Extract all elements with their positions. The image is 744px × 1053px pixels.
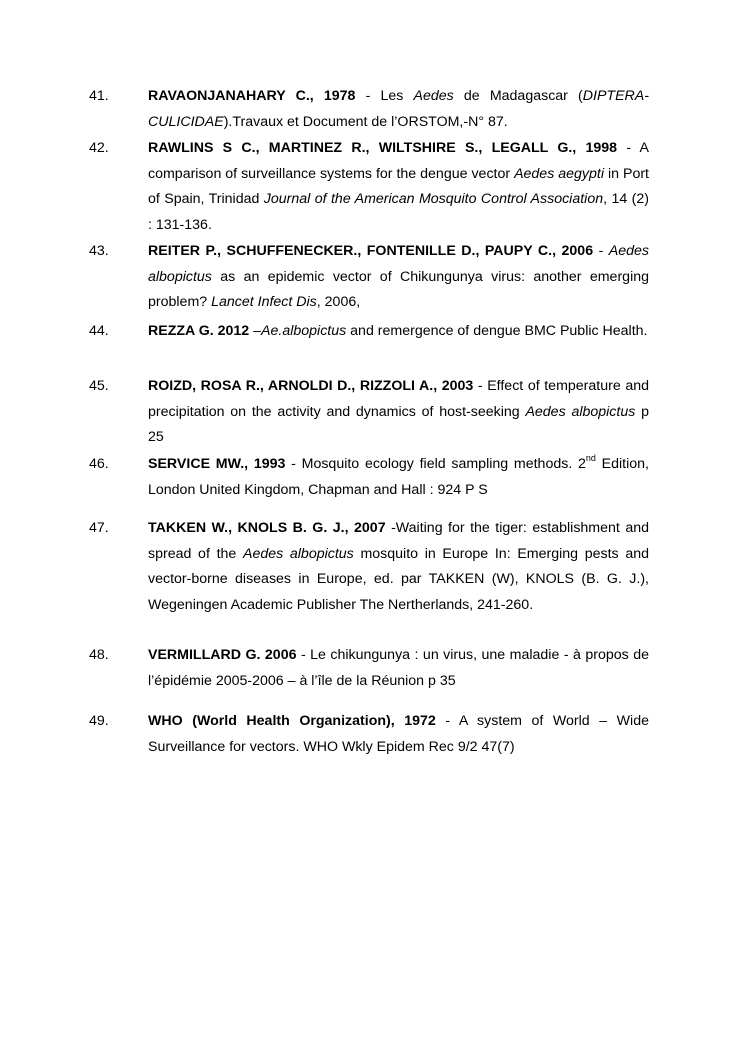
reference-segment: in Port of Spain, Trinidad	[148, 165, 650, 207]
reference-segment: Aedes	[413, 88, 454, 104]
reference-number: 49.	[89, 713, 109, 729]
reference-segment: Edition, London United Kingdom, Chapman and Hall : 924 P S	[148, 456, 649, 498]
reference-number: 43.	[89, 243, 109, 259]
reference-authors: REZZA G. 2012	[148, 323, 250, 339]
reference-number: 45.	[89, 378, 109, 394]
reference-text	[148, 84, 649, 135]
reference-segment: Aedes albopictus	[242, 545, 354, 562]
reference-number: 44.	[89, 323, 109, 339]
reference-segment: , 14 (2) : 131-136.	[148, 191, 650, 233]
reference-segment: - Les	[355, 88, 414, 104]
reference-text	[148, 452, 649, 503]
reference-authors: SERVICE MW., 1993	[148, 456, 286, 472]
reference-authors: ROIZD, ROSA R., ARNOLDI D., RIZZOLI A., 2003	[148, 378, 474, 394]
reference-segment: - A comparison of surveillance systems for the dengue vector	[148, 140, 649, 182]
reference-number: 42.	[89, 140, 109, 156]
reference-segment: Aedes albopictus	[148, 243, 649, 285]
reference-authors: TAKKEN W., KNOLS B. G. J., 2007	[148, 520, 386, 536]
reference-text	[148, 319, 649, 345]
reference-authors: WHO (World Health Organization), 1972	[148, 713, 436, 729]
reference-segment: DIPTERA-CULICIDAE	[148, 88, 649, 130]
reference-segment: - A system of World – Wide Surveillance for vectors. WHO Wkly Epidem Rec 9/2 47(7)	[148, 713, 649, 755]
reference-number: 41.	[89, 88, 109, 104]
reference-authors: RAWLINS S C., MARTINEZ R., WILTSHIRE S., LEGALL G., 1998	[148, 140, 618, 156]
reference-segment: Aedes albopictus	[525, 403, 636, 420]
reference-number: 47.	[89, 520, 109, 536]
reference-segment: - Mosquito ecology field sampling methods. 2	[285, 456, 586, 472]
reference-segment: Lancet Infect Dis	[211, 294, 317, 310]
reference-segment: - Effect of temperature and precipitation on the activity and dynamics of host-seeking	[148, 378, 649, 420]
reference-text	[148, 516, 649, 618]
reference-segment: and remergence of dengue BMC Public Health.	[346, 323, 648, 339]
reference-segment: p 25	[148, 403, 649, 445]
reference-segment: Aedes aegypti	[514, 165, 605, 182]
reference-text	[148, 374, 649, 451]
reference-segment: as an epidemic vector of Chikungunya virus: another emerging problem?	[148, 268, 649, 310]
reference-number: 48.	[89, 647, 109, 663]
reference-segment: Ae.albopictus	[261, 323, 347, 339]
reference-segment: Journal of the American Mosquito Control Association	[263, 191, 604, 207]
reference-text	[148, 709, 649, 760]
reference-number: 46.	[89, 456, 109, 472]
reference-text	[148, 136, 649, 238]
reference-text	[148, 643, 649, 694]
reference-segment: de Madagascar (	[453, 88, 583, 104]
reference-segment: –	[249, 323, 262, 339]
reference-segment: mosquito in Europe In: Emerging pests and vector-borne diseases in Europe, ed. par TAKKEN (W), KNOLS (B. G. J.), Wegeningen Academic Publisher The Nertherlands, 241-260.	[148, 545, 649, 613]
reference-segment: -Waiting for the tiger: establishment and spread of the	[148, 520, 650, 562]
ordinal-superscript: nd	[585, 453, 596, 463]
reference-segment: ).Travaux et Document de l’ORSTOM,-N° 87.	[223, 113, 508, 130]
reference-segment: - Le chikungunya : un virus, une maladie - à propos de l’épidémie 2005-2006 – à l’île de la Réunion p 35	[148, 647, 649, 689]
reference-authors: VERMILLARD G. 2006	[148, 647, 297, 663]
reference-authors: RAVAONJANAHARY C., 1978	[148, 88, 356, 104]
reference-segment: , 2006,	[316, 294, 361, 310]
reference-segment: -	[593, 243, 609, 259]
reference-text	[148, 239, 649, 316]
reference-authors: REITER P., SCHUFFENECKER., FONTENILLE D., PAUPY C., 2006	[148, 243, 594, 259]
